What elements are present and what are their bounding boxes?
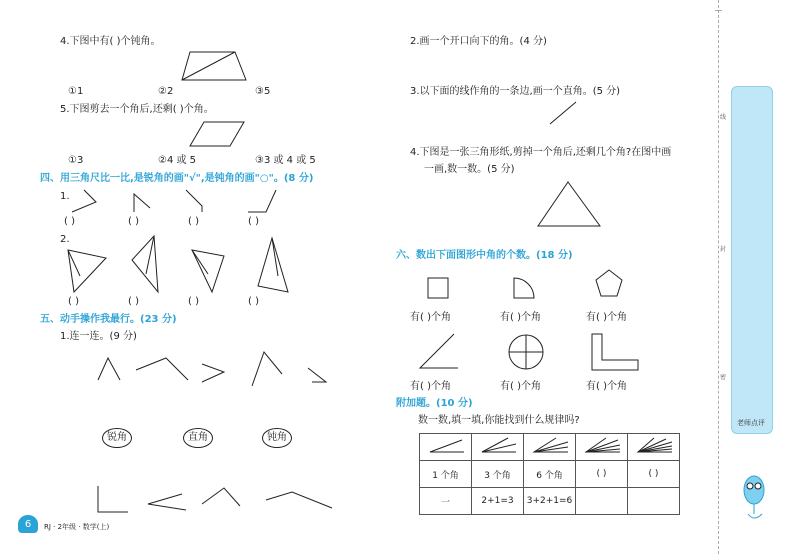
section-5-title: 五、动手操作我最行。(23 分) (40, 314, 177, 325)
match-label-obtuse[interactable]: 钝角 (262, 428, 292, 448)
r-q4-triangle (536, 180, 606, 230)
extra-formula-2: 2+1=3 (472, 488, 524, 515)
q5-parallelogram-figure (188, 120, 248, 148)
r-q3-line (548, 100, 578, 126)
extra-title: 附加题。(10 分) (396, 398, 473, 409)
sec4-row2-triangles (66, 234, 296, 294)
sec5-bottom-angles (96, 484, 336, 514)
sec6-blank-2[interactable]: 有( )个角 (500, 312, 541, 323)
sec6-blank-4[interactable]: 有( )个角 (410, 381, 451, 392)
sec5-top-angles (96, 350, 336, 390)
q4-stem: 4.下图中有( )个钝角。 (60, 36, 161, 47)
extra-formula-1: 一 (420, 488, 472, 515)
q4-option-1: ①1 (68, 86, 84, 97)
footer-text: RJ · 2年级 · 数学(上) (44, 523, 110, 531)
section-6-title: 六、数出下面图形中角的个数。(18 分) (396, 250, 573, 261)
q5-option-2: ②4 或 5 (158, 155, 197, 166)
cut-tick (715, 10, 722, 11)
extra-table-count-row (420, 461, 680, 488)
extra-count-1: 1 个角 (420, 461, 472, 488)
extra-fig-3 (524, 434, 576, 461)
r-q2-stem: 2.画一个开口向下的角。(4 分) (410, 36, 547, 47)
q4-trapezoid-figure (180, 50, 250, 82)
extra-intro: 数一数,填一填,你能找到什么规律吗? (418, 415, 580, 426)
mascot-icon (736, 470, 772, 526)
sec4-blank-8[interactable]: ( ) (248, 296, 259, 307)
teacher-comment-panel (731, 86, 773, 434)
extra-fig-2 (472, 434, 524, 461)
cut-char-3: 密 (720, 374, 727, 381)
sec4-row1-label: 1. (60, 191, 70, 202)
extra-formula-3: 3+2+1=6 (524, 488, 576, 515)
sec4-blank-7[interactable]: ( ) (188, 296, 199, 307)
extra-formula-4[interactable] (576, 488, 628, 515)
q4-option-3: ③5 (255, 86, 271, 97)
match-label-right[interactable]: 直角 (183, 428, 213, 448)
q5-option-3: ③3 或 4 或 5 (255, 155, 316, 166)
extra-table-figure-row (420, 434, 680, 461)
extra-count-4[interactable]: ( ) (576, 461, 628, 488)
cut-line (718, 0, 719, 554)
cut-char-1: 线 (720, 114, 727, 121)
sec5-q1-stem: 1.连一连。(9 分) (60, 331, 137, 342)
r-q4-stem-line2: 一画,数一数。(5 分) (424, 164, 515, 175)
sec4-blank-4[interactable]: ( ) (248, 216, 259, 227)
sec6-blank-3[interactable]: 有( )个角 (586, 312, 627, 323)
extra-fig-5 (628, 434, 680, 461)
section-4-title: 四、用三角尺比一比,是锐角的画"√",是钝角的画"○"。(8 分) (40, 173, 314, 184)
extra-fig-1 (420, 434, 472, 461)
sec4-blank-6[interactable]: ( ) (128, 296, 139, 307)
sec6-blank-6[interactable]: 有( )个角 (586, 381, 627, 392)
sec6-blank-1[interactable]: 有( )个角 (410, 312, 451, 323)
extra-count-2: 3 个角 (472, 461, 524, 488)
match-label-acute[interactable]: 锐角 (102, 428, 132, 448)
sec4-blank-3[interactable]: ( ) (188, 216, 199, 227)
extra-fig-4 (576, 434, 628, 461)
sec4-blank-1[interactable]: ( ) (64, 216, 75, 227)
sec6-row2-shapes (418, 330, 648, 376)
sec4-blank-2[interactable]: ( ) (128, 216, 139, 227)
extra-table-formula-row (420, 488, 680, 515)
extra-count-5[interactable]: ( ) (628, 461, 680, 488)
q5-stem: 5.下图剪去一个角后,还剩( )个角。 (60, 104, 214, 115)
extra-formula-5[interactable] (628, 488, 680, 515)
sec6-row1-shapes (426, 268, 626, 304)
sec4-blank-5[interactable]: ( ) (68, 296, 79, 307)
r-q4-stem-line1: 4.下图是一张三角形纸,剪掉一个角后,还剩几个角?在图中画 (410, 147, 672, 158)
teacher-comment-label: 老师点评 (737, 419, 765, 427)
q4-option-2: ②2 (158, 86, 174, 97)
extra-table (419, 433, 680, 515)
q5-option-1: ①3 (68, 155, 84, 166)
cut-char-2: 封 (720, 246, 727, 253)
sec4-row1-angles (70, 188, 300, 214)
r-q3-stem: 3.以下面的线作角的一条边,画一个直角。(5 分) (410, 86, 621, 97)
sec4-row2-label: 2. (60, 234, 70, 245)
page-number-badge: 6 (18, 515, 38, 533)
extra-count-3: 6 个角 (524, 461, 576, 488)
sec6-blank-5[interactable]: 有( )个角 (500, 381, 541, 392)
